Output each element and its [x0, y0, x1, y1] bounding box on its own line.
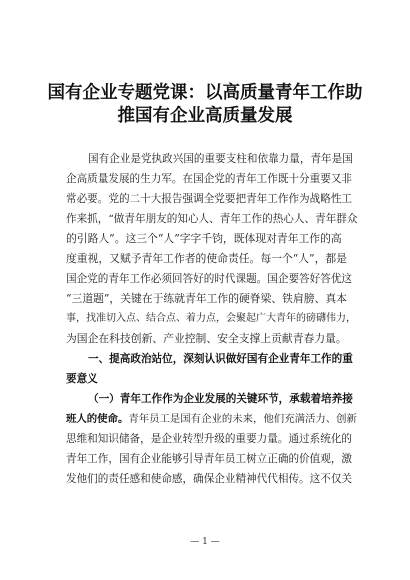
subheading-1-text: 青年员工是国有企业的未来，他们充满活力、创新: [128, 413, 357, 425]
paragraph-1-line-2: 企高质量发展的生力军。在国企党的青年工作既十分重要又非: [66, 173, 353, 185]
page-number: — 1 —: [190, 537, 220, 547]
section-heading-1-line-1: 一、提高政治站位，深刻认识做好国有企业青年工作的重: [88, 353, 353, 365]
paragraph-1-line-8: “三道题”，关键在于练就青年工作的硬脊梁、铁肩膀、真本: [66, 292, 347, 305]
paragraph-1-line-4: 作来抓，“做青年朋友的知心人、青年工作的热心人、青年群众: [66, 213, 358, 225]
paragraph-2-line-2: 青年工作，国有企业能够引导青年员工树立正确的价值观，激: [66, 453, 353, 465]
paragraph-1-line-9: 事，找准切入点、结合点、着力点，会聚起广大青年的磅礴伟力，: [66, 313, 356, 324]
subheading-1-line-2: [66, 412, 356, 426]
paragraph-1-line-3: 常必要。党的二十大报告强调全党要把青年工作作为战略性工: [66, 193, 353, 205]
paragraph-1-line-1: 国有企业是党执政兴国的重要支柱和依靠力量，青年是国: [88, 153, 353, 165]
paragraph-1-line-10: 为国企在科技创新、产业控制、安全支撑上贡献青春力量。: [66, 332, 347, 345]
paragraph-1-line-5: 的引路人”。这三个“人”字字千钧，既体现对青年工作的高: [66, 232, 342, 245]
paragraph-2-line-3: 发他们的责任感和使命感，确保企业精神代代相传。这不仅关: [66, 473, 353, 485]
document-title-line-2: 推国有企业高质量发展: [117, 106, 293, 126]
paragraph-2-line-1: 思维和知识储备，是企业转型升级的重要力量。通过系统化的: [66, 433, 353, 445]
document-title-line-1: 国有企业专题党课：以高质量青年工作助: [47, 83, 363, 103]
subheading-1-line-1: （一）青年工作作为企业发展的关键环节，承载着培养接: [88, 393, 353, 405]
section-heading-1-line-2: 要意义: [66, 373, 98, 385]
paragraph-1-line-7: 国企党的青年工作必须回答好的时代课题。国企要答好答优这: [66, 273, 353, 285]
paragraph-1-line-6: 度重视，又赋予青年工作者的使命责任。每一个“人”，都是: [66, 252, 347, 265]
subheading-1-bold-tail: 班人的使命。: [66, 413, 129, 425]
